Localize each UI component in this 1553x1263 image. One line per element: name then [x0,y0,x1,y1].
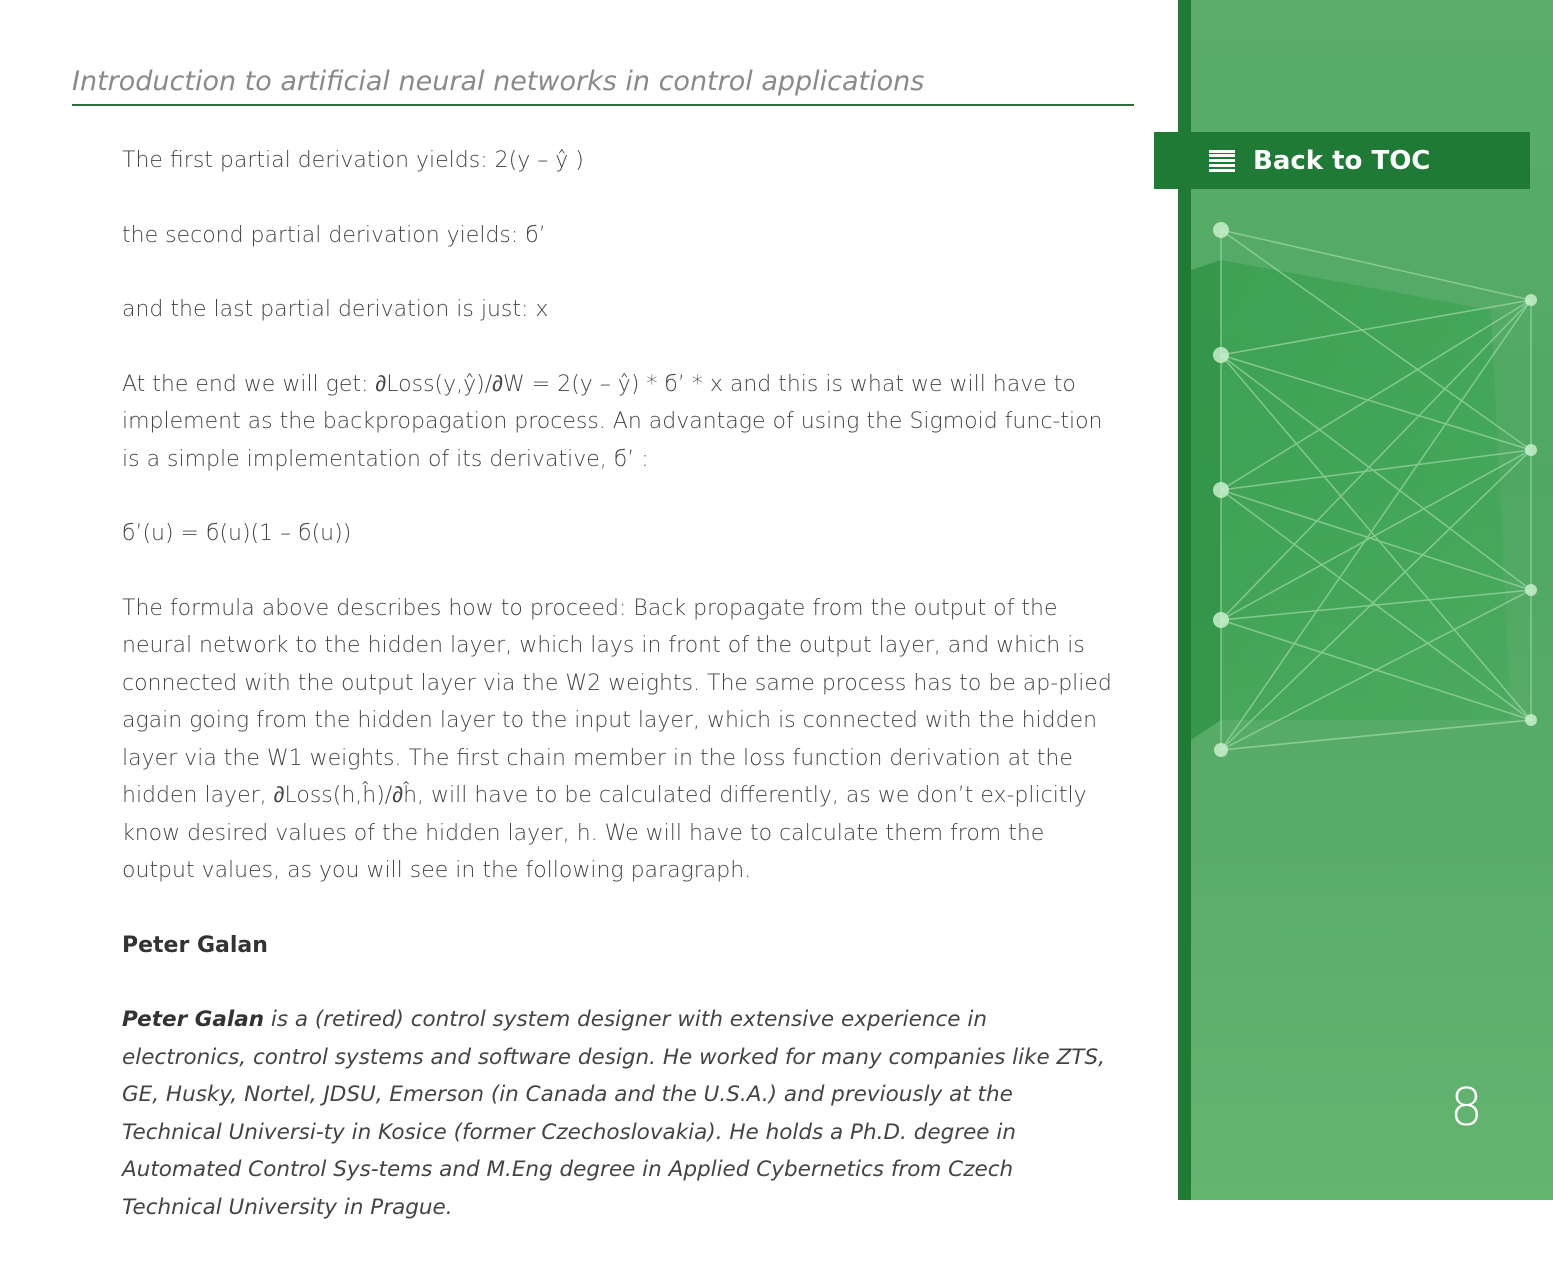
author-heading: Peter Galan [122,932,268,958]
article-body [122,142,1112,1263]
paragraph-second-derivation: the second partial derivation yields: б’ [122,222,546,248]
page-number: 8 [1449,1078,1483,1138]
running-header [72,62,1134,106]
sigmoid-derivative-formula: б’(u) = б(u)(1 – б(u)) [122,521,352,546]
paragraph-backpropagation: At the end we will get: ∂Loss(y,ŷ)/∂W = 2(y – ŷ) * б’ * x and this is what we will have to implement as the backpropagation process. An advantage of using the Sigmoid func-tion is a simple implementation of its derivative, б’ : [122,371,1103,472]
paragraph-first-derivation: The first partial derivation yields: 2(y – ŷ ) [122,148,584,173]
running-header-title: Introduction to artificial neural networks in control applications [72,66,925,97]
neural-network-illustration [1191,200,1553,780]
list-icon [1209,150,1235,172]
author-bio-name: Peter Galan [122,1007,265,1032]
back-to-toc-button[interactable] [1154,132,1530,189]
paragraph-last-derivation: and the last partial derivation is just: x [122,297,549,322]
back-to-toc-label: Back to TOC [1253,145,1431,176]
author-bio [122,1001,1112,1226]
author-bio-text: is a (retired) control system designer with extensive experience in electronics, control systems and software design. He worked for many companies like ZTS, GE, Husky, Nortel, JDSU, Emerson (in Canada and the U.S.A.) and previously at the Technical Universi-ty in Kosice (former Czechoslovakia). He holds a Ph.D. degree in Automated Control Sys-tems and M.Eng degree in Applied Cybernetics from Czech Technical University in Prague. [122,1007,1105,1220]
paragraph-procedure: The formula above describes how to proceed: Back propagate from the output of the neural network to the hidden layer, which lays in front of the output layer, and which is connected with the output layer via the W2 weights. The same process has to be ap-plied again going from the hidden layer to the input layer, which is connected with the hidden layer via the W1 weights. The first chain member in the loss function derivation at the hidden layer, ∂Loss(h,ĥ)/∂ĥ, will have to be calculated differently, as we don’t ex-plicitly know desired values of the hidden layer, h. We will have to calculate them from the output values, as you will see in the following paragraph. [122,595,1112,883]
